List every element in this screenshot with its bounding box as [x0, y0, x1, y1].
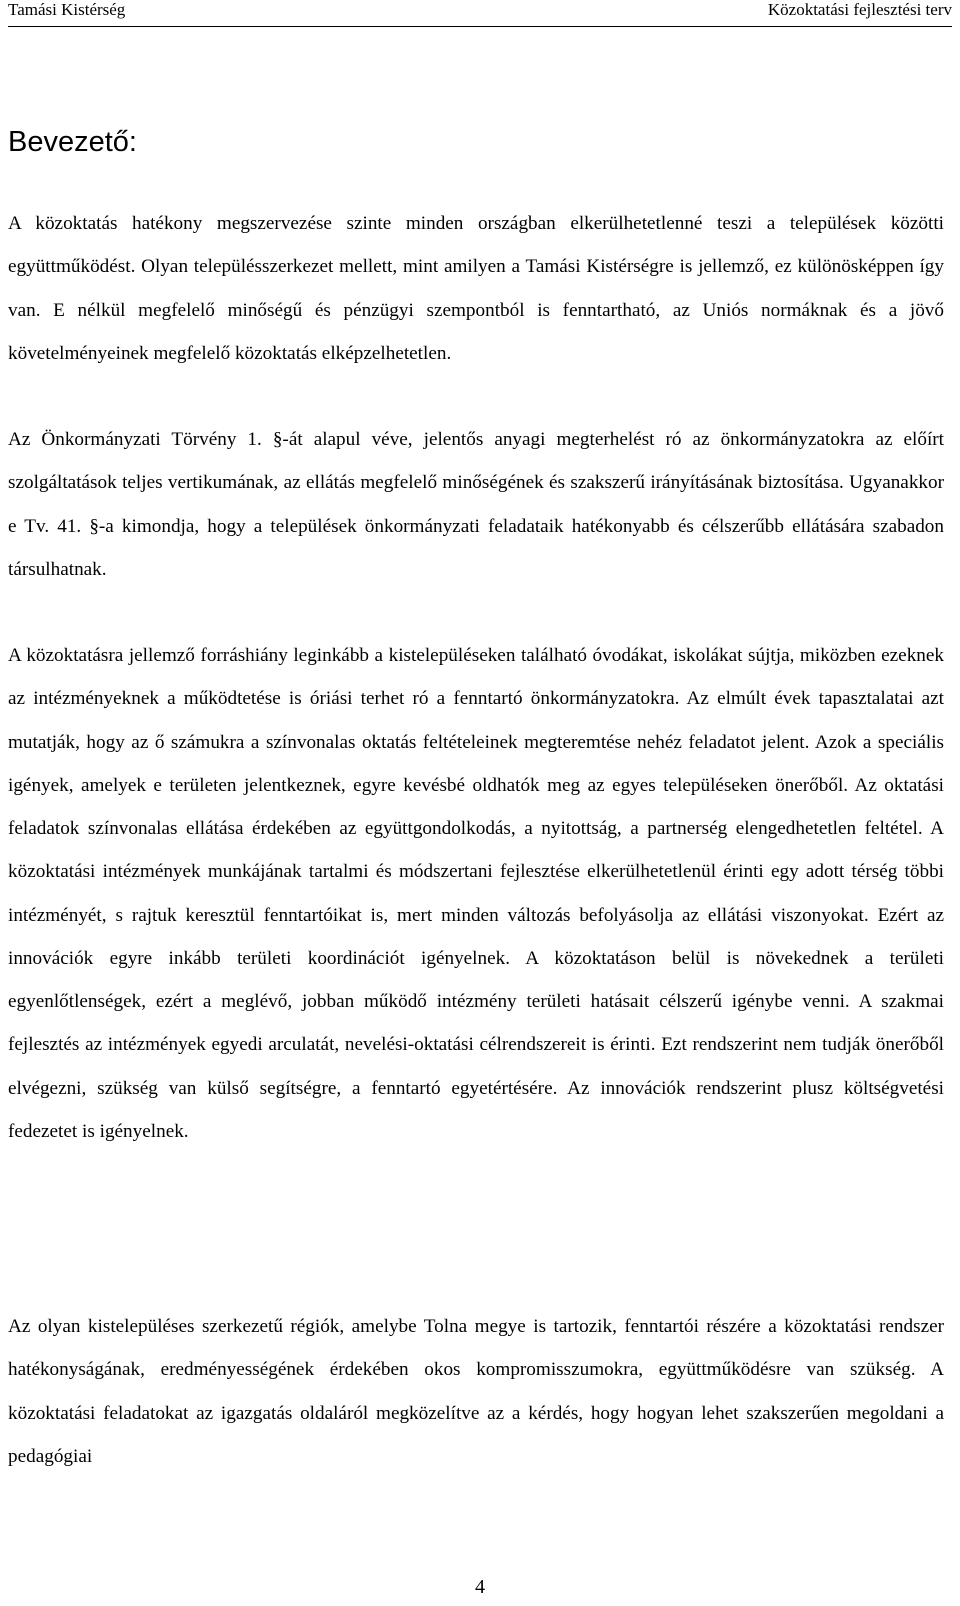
- header-left-text: Tamási Kistérség: [8, 0, 126, 19]
- paragraph-4: Az olyan kistelepüléses szerkezetű régiók, amelybe Tolna megye is tartozik, fenntartói részére a közoktatási rendszer hatékonyságának, eredményességének érdekében okos kompromisszumokra, együttműködésre van szükség. A közoktatási feladatokat az igazgatás oldaláról megközelítve az a kérdés, hogy hogyan lehet szakszerűen megoldani a pedagógiai: [8, 1316, 944, 1467]
- paragraph-1: A közoktatás hatékony megszervezése szinte minden országban elkerülhetetlenné teszi a települések közötti együttműködést. Olyan településszerkezet mellett, mint amilyen a Tamási Kistérségre is jellemző, ez különösképpen így van. E nélkül megfelelő minőségű és pénzügyi szempontból is fenntartható, az Uniós normáknak és a jövő követelményeinek megfelelő közoktatás elképzelhetetlen.: [8, 213, 944, 364]
- header-divider: [8, 26, 952, 27]
- paragraph-3: A közoktatásra jellemző forráshiány leginkább a kistelepüléseken található óvodákat, iskolákat sújtja, miközben ezeknek az intézményeknek a működtetése is óriási terhet ró a fenntartó önkormányzatokra. Az elmúlt évek tapasztalatai azt mutatják, hogy az ő számukra a színvonalas oktatás feltételeinek megteremtése nehéz feladatot jelent. Azok a speciális igények, amelyek e területen jelentkeznek, egyre kevésbé oldhatók meg az egyes településeken önerőből. Az oktatási feladatok színvonalas ellátása érdekében az együttgondolkodás, a nyitottság, a partnerség elengedhetetlen feltétel. A közoktatási intézmények munkájának tartalmi és módszertani fejlesztése elkerülhetetlenül érinti egy adott térség többi intézményét, s rajtuk keresztül fenntartóikat is, mert minden változás befolyásolja az ellátási viszonyokat. Ezért az innovációk egyre inkább területi koordinációt igényelnek. A közoktatáson belül is növekednek a területi egyenlőtlenségek, ezért a meglévő, jobban működő intézmény területi hatásait célszerű igénybe venni. A szakmai fejlesztés az intézmények egyedi arculatát, nevelési-oktatási célrendszereit is érinti. Ezt rendszerint nem tudják önerőből elvégezni, szükség van külső segítségre, a fenntartó egyetértésére. Az innovációk rendszerint plusz költségvetési fedezetet is igényelnek.: [8, 645, 944, 1142]
- section-title: Bevezető:: [8, 126, 137, 158]
- page-number: 4: [475, 1576, 485, 1598]
- paragraph-2: Az Önkormányzati Törvény 1. §-át alapul véve, jelentős anyagi megterhelést ró az önkormányzatokra az előírt szolgáltatások teljes vertikumának, az ellátás megfelelő minőségének és szakszerű irányításának biztosítása. Ugyanakkor e Tv. 41. §-a kimondja, hogy a települések önkormányzati feladataik hatékonyabb és célszerűbb ellátására szabadon társulhatnak.: [8, 429, 944, 580]
- header-right-text: Közoktatási fejlesztési terv: [767, 0, 952, 19]
- page-header: [8, 0, 952, 22]
